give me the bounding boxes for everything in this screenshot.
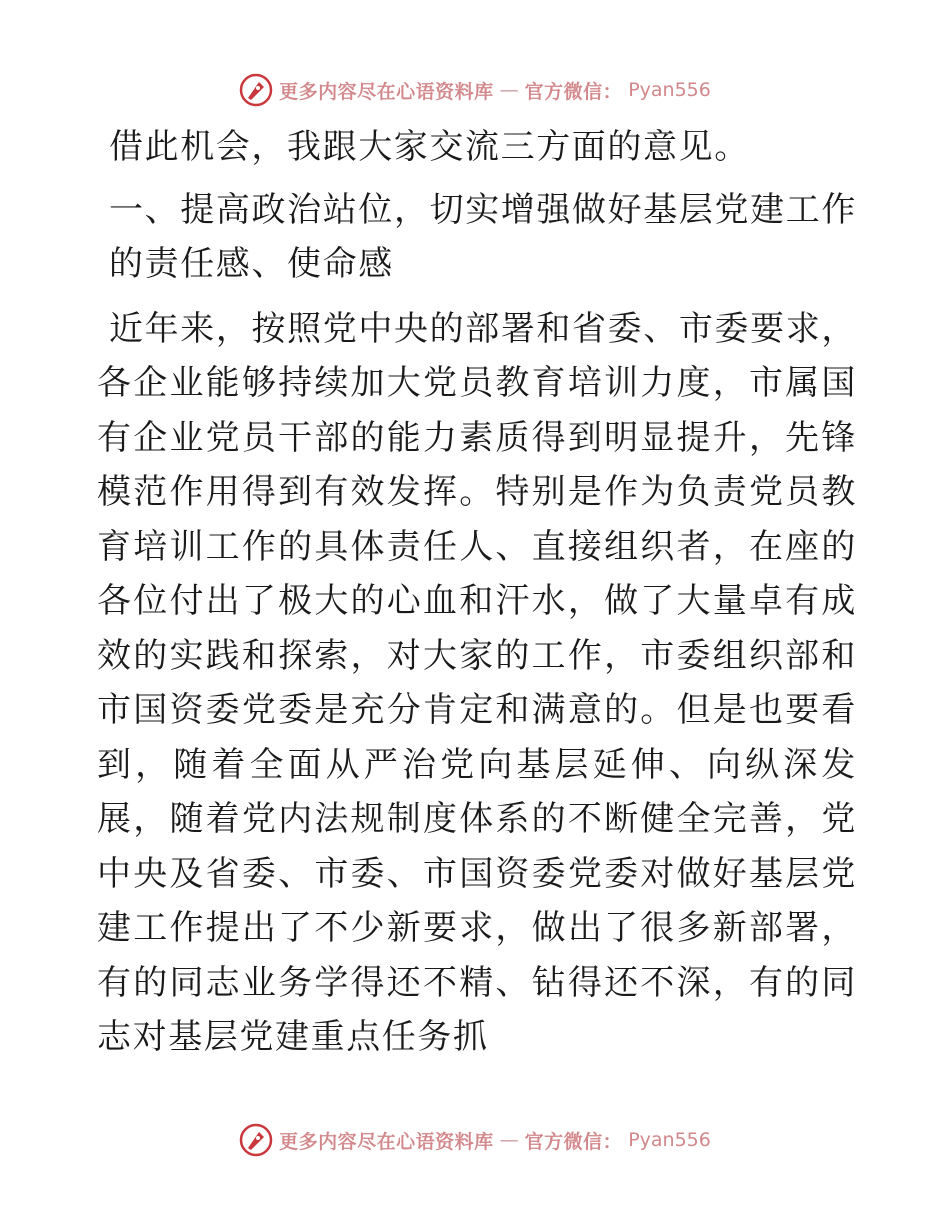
- watermark-separator: —: [499, 79, 519, 101]
- document-body: [97, 120, 857, 1065]
- watermark-site-text: 更多内容尽在心语资料库: [279, 80, 494, 103]
- pen-nib-logo-icon: [239, 1123, 273, 1157]
- watermark-account: Pyan556: [628, 1129, 711, 1151]
- body-paragraph: 近年来，按照党中央的部署和省委、市委要求，各企业能够持续加大党员教育培训力度，市属国有企业党员干部的能力素质得到明显提升，先锋模范作用得到有效发挥。特别是作为负责党员教育培训工作的具体责任人、直接组织者，在座的各位付出了极大的心血和汗水，做了大量卓有成效的实践和探索，对大家的工作，市委组织部和市国资委党委是充分肯定和满意的。但是也要看到，随着全面从严治党向基层延伸、向纵深发展，随着党内法规制度体系的不断健全完善，党中央及省委、市委、市国资委党委对做好基层党建工作提出了不少新要求，做出了很多新部署，有的同志业务学得还不精、钻得还不深，有的同志对基层党建重点任务抓: [97, 308, 857, 1057]
- footer-watermark: [0, 1120, 950, 1160]
- section-heading: 一、提高政治站位，切实增强做好基层党建工作的责任感、使命感: [109, 189, 857, 284]
- opening-paragraph: 借此机会，我跟大家交流三方面的意见。: [109, 127, 750, 167]
- watermark-separator: —: [499, 1129, 519, 1151]
- watermark-label: 官方微信：: [524, 80, 623, 103]
- pen-nib-logo-icon: [239, 73, 273, 107]
- header-watermark: [0, 70, 950, 110]
- watermark-label: 官方微信：: [524, 1130, 623, 1153]
- watermark-site-text: 更多内容尽在心语资料库: [279, 1130, 494, 1153]
- watermark-account: Pyan556: [628, 79, 711, 101]
